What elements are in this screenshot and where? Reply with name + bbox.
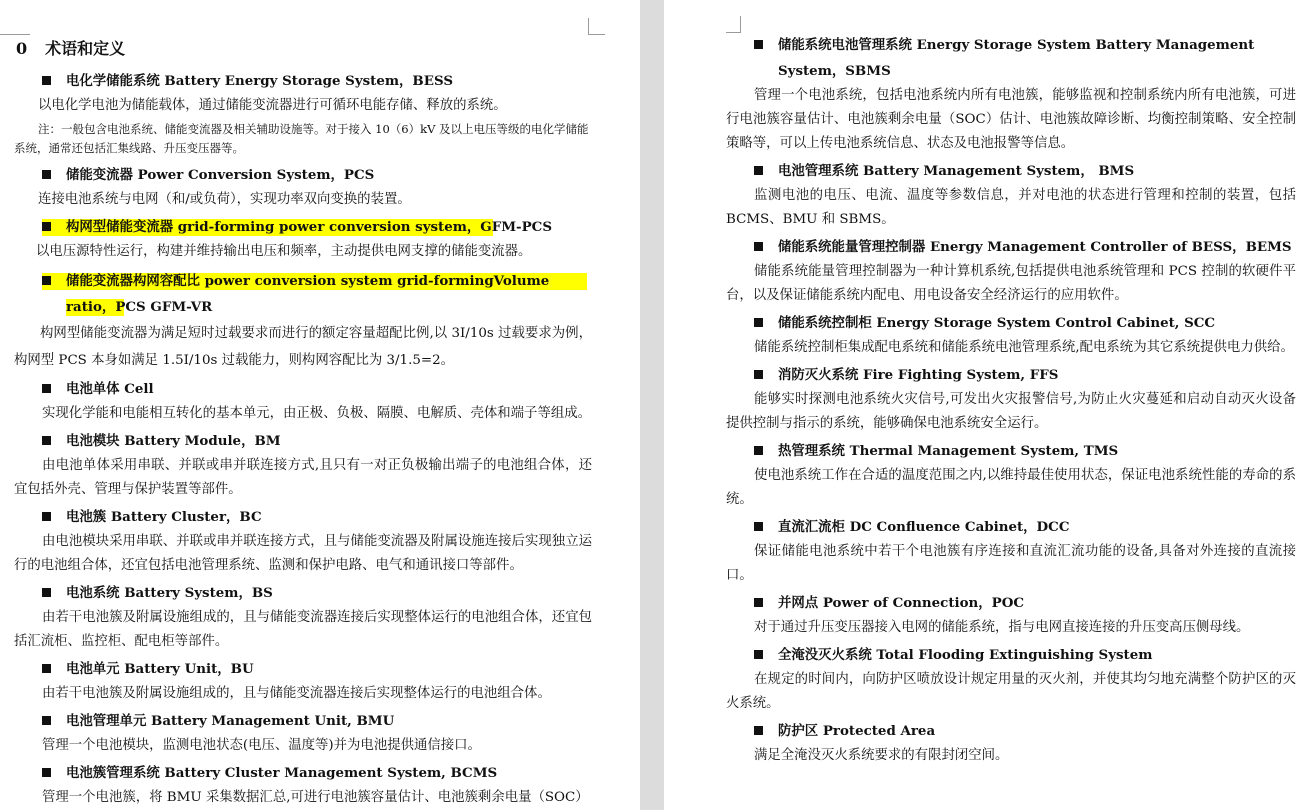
term-definition: 储能系统能量管理控制器为一种计算机系统,包括提供电池系统管理和 PCS 控制的软硬件平台，以及保证储能系统内配电、用电设备安全经济运行的应用软件。 xyxy=(726,264,1296,303)
term-title: 电池模块 Battery Module，BM xyxy=(14,428,592,454)
term-entry xyxy=(14,580,592,654)
term-title: 电池单体 Cell xyxy=(14,376,592,402)
term-definition: 由若干电池簇及附属设施组成的，且与储能变流器连接后实现整体运行的电池组合体。 xyxy=(42,686,551,701)
term-entry xyxy=(726,642,1296,716)
term-title: 电池系统 Battery System，BS xyxy=(14,580,592,606)
section-heading xyxy=(16,36,592,59)
term-entry xyxy=(726,590,1296,640)
bullet-icon xyxy=(754,242,763,251)
bullet-icon xyxy=(42,76,51,85)
term-entry xyxy=(14,428,592,502)
bullet-icon xyxy=(754,726,763,735)
term-definition: 以电压源特性运行，构建并维持输出电压和频率，主动提供电网支撑的储能变流器。 xyxy=(36,244,532,259)
bullet-icon xyxy=(754,650,763,659)
bullet-icon xyxy=(42,222,51,231)
term-entry xyxy=(14,162,592,212)
term-title: 直流汇流柜 DC Confluence Cabinet，DCC xyxy=(726,514,1296,540)
document-page-right xyxy=(664,0,1313,810)
term-title-highlighted: 储能变流器构网容配比 power conversion system grid-formingVolume ratio，PCS GFM-VR xyxy=(14,268,592,320)
bullet-icon xyxy=(42,170,51,179)
left-column xyxy=(14,34,592,810)
term-entry xyxy=(726,234,1296,308)
term-entry xyxy=(726,438,1296,512)
term-title: 电池管理单元 Battery Management Unit, BMU xyxy=(14,708,592,734)
bullet-icon xyxy=(754,318,763,327)
term-title: 防护区 Protected Area xyxy=(726,718,1296,744)
term-title: 消防灭火系统 Fire Fighting System, FFS xyxy=(726,362,1296,388)
term-title: 储能变流器 Power Conversion System，PCS xyxy=(14,162,592,188)
term-entry xyxy=(726,362,1296,436)
term-entry xyxy=(14,268,592,374)
page-gap xyxy=(640,0,664,810)
document-page-left xyxy=(0,0,640,810)
term-definition: 使电池系统工作在合适的温度范围之内,以维持最佳使用状态，保证电池系统性能的寿命的系统。 xyxy=(726,468,1296,507)
term-entry xyxy=(14,656,592,706)
term-definition: 管理一个电池系统，包括电池系统内所有电池簇，能够监视和控制系统内所有电池簇，可进行电池簇容量估计、电池簇剩余电量（SOC）估计、电池簇故障诊断、均衡控制策略、安全控制策略等，可以上传电池系统信息、状态及电池报警等信息。 xyxy=(726,88,1296,151)
bullet-icon xyxy=(42,512,51,521)
term-definition: 在规定的时间内，向防护区喷放设计规定用量的灭火剂，并使其均匀地充满整个防护区的灭火系统。 xyxy=(726,672,1296,711)
page-corner-mark xyxy=(588,18,605,35)
term-title: 储能系统控制柜 Energy Storage System Control Cabinet, SCC xyxy=(726,310,1296,336)
term-entry xyxy=(726,514,1296,588)
term-title: 并网点 Power of Connection，POC xyxy=(726,590,1296,616)
term-entry xyxy=(726,32,1296,156)
term-title: 电池单元 Battery Unit，BU xyxy=(14,656,592,682)
term-definition: 管理一个电池模块，监测电池状态(电压、温度等)并为电池提供通信接口。 xyxy=(42,738,481,753)
term-entry xyxy=(14,376,592,426)
bullet-icon xyxy=(42,664,51,673)
term-definition: 储能系统控制柜集成配电系统和储能系统电池管理系统,配电系统为其它系统提供电力供给。 xyxy=(754,340,1294,355)
term-definition: 由若干电池簇及附属设施组成的，且与储能变流器连接后实现整体运行的电池组合体，还宜包括汇流柜、监控柜、配电柜等部件。 xyxy=(14,610,592,649)
right-column xyxy=(726,32,1296,770)
page-corner-mark xyxy=(726,16,741,33)
bullet-icon xyxy=(754,522,763,531)
bullet-icon xyxy=(42,716,51,725)
bullet-icon xyxy=(754,166,763,175)
term-definition: 对于通过升压变压器接入电网的储能系统，指与电网直接连接的升压变高压侧母线。 xyxy=(754,620,1250,635)
term-definition: 能够实时探测电池系统火灾信号,可发出火灾报警信号,为防止火灾蔓延和启动自动灭火设备提供控制与指示的系统，能够确保电池系统安全运行。 xyxy=(726,392,1296,431)
term-definition: 由电池单体采用串联、并联或串并联连接方式,且只有一对正负极输出端子的电池组合体，还宜包括外壳、管理与保护装置等部件。 xyxy=(14,458,592,497)
term-title: 电池簇管理系统 Battery Cluster Management System, BCMS xyxy=(14,760,592,786)
bullet-icon xyxy=(754,370,763,379)
term-entry xyxy=(14,504,592,578)
term-title: 电池簇 Battery Cluster，BC xyxy=(14,504,592,530)
page-corner-mark xyxy=(0,18,30,35)
term-entry xyxy=(14,214,592,264)
bullet-icon xyxy=(42,276,51,285)
term-title: 热管理系统 Thermal Management System, TMS xyxy=(726,438,1296,464)
term-entry xyxy=(726,718,1296,768)
term-title: 储能系统能量管理控制器 Energy Management Controller of BESS，BEMS xyxy=(726,234,1296,260)
term-title: 全淹没灭火系统 Total Flooding Extinguishing System xyxy=(726,642,1296,668)
term-title: 电化学储能系统 Battery Energy Storage System，BESS xyxy=(14,68,592,94)
bullet-icon xyxy=(754,446,763,455)
term-entry xyxy=(14,708,592,758)
term-title-highlighted: 构网型储能变流器 grid-forming power conversion system，GFM-PCS xyxy=(14,214,592,240)
term-definition: 管理一个电池簇，将 BMU 采集数据汇总,可进行电池簇容量估计、电池簇剩余电量（SOC） xyxy=(42,790,589,805)
term-definition: 由电池模块采用串联、并联或串并联连接方式，且与储能变流器及附属设施连接后实现独立运行的电池组合体，还宜包括电池管理系统、监测和保护电路、电气和通讯接口等部件。 xyxy=(14,534,592,573)
term-entry xyxy=(726,158,1296,232)
bullet-icon xyxy=(754,598,763,607)
term-title: 电池管理系统 Battery Management System， BMS xyxy=(726,158,1296,184)
section-title: 术语和定义 xyxy=(45,39,126,58)
term-definition: 以电化学电池为储能载体，通过储能变流器进行可循环电能存储、释放的系统。 xyxy=(38,98,507,113)
bullet-icon xyxy=(42,436,51,445)
term-entry xyxy=(726,310,1296,360)
term-definition: 连接电池系统与电网（和/或负荷），实现功率双向变换的装置。 xyxy=(38,192,411,207)
term-entry xyxy=(14,760,592,810)
bullet-icon xyxy=(754,40,763,49)
bullet-icon xyxy=(42,384,51,393)
section-number: 0 xyxy=(16,39,28,58)
term-definition: 保证储能电池系统中若干个电池簇有序连接和直流汇流功能的设备,具备对外连接的直流接口。 xyxy=(726,544,1296,583)
term-definition: 监测电池的电压、电流、温度等参数信息，并对电池的状态进行管理和控制的装置，包括 BCMS、BMU 和 SBMS。 xyxy=(726,188,1296,227)
term-definition: 满足全淹没灭火系统要求的有限封闭空间。 xyxy=(754,748,1009,763)
term-entry xyxy=(14,68,592,158)
bullet-icon xyxy=(42,768,51,777)
term-definition: 构网型储能变流器为满足短时过载要求而进行的额定容量超配比例,以 3I/10s 过载要求为例，构网型 PCS 本身如满足 1.5I/10s 过载能力，则构网容配比为 3/1.5=2。 xyxy=(14,326,592,368)
term-title: 储能系统电池管理系统 Energy Storage System Battery Management System，SBMS xyxy=(726,32,1296,84)
term-definition: 实现化学能和电能相互转化的基本单元，由正极、负极、隔膜、电解质、壳体和端子等组成。 xyxy=(42,406,592,421)
bullet-icon xyxy=(42,588,51,597)
term-note: 注：一般包含电池系统、储能变流器及相关辅助设施等。对于接入 10（6）kV 及以上电压等级的电化学储能系统，通常还包括汇集线路、升压变压器等。 xyxy=(14,122,589,155)
